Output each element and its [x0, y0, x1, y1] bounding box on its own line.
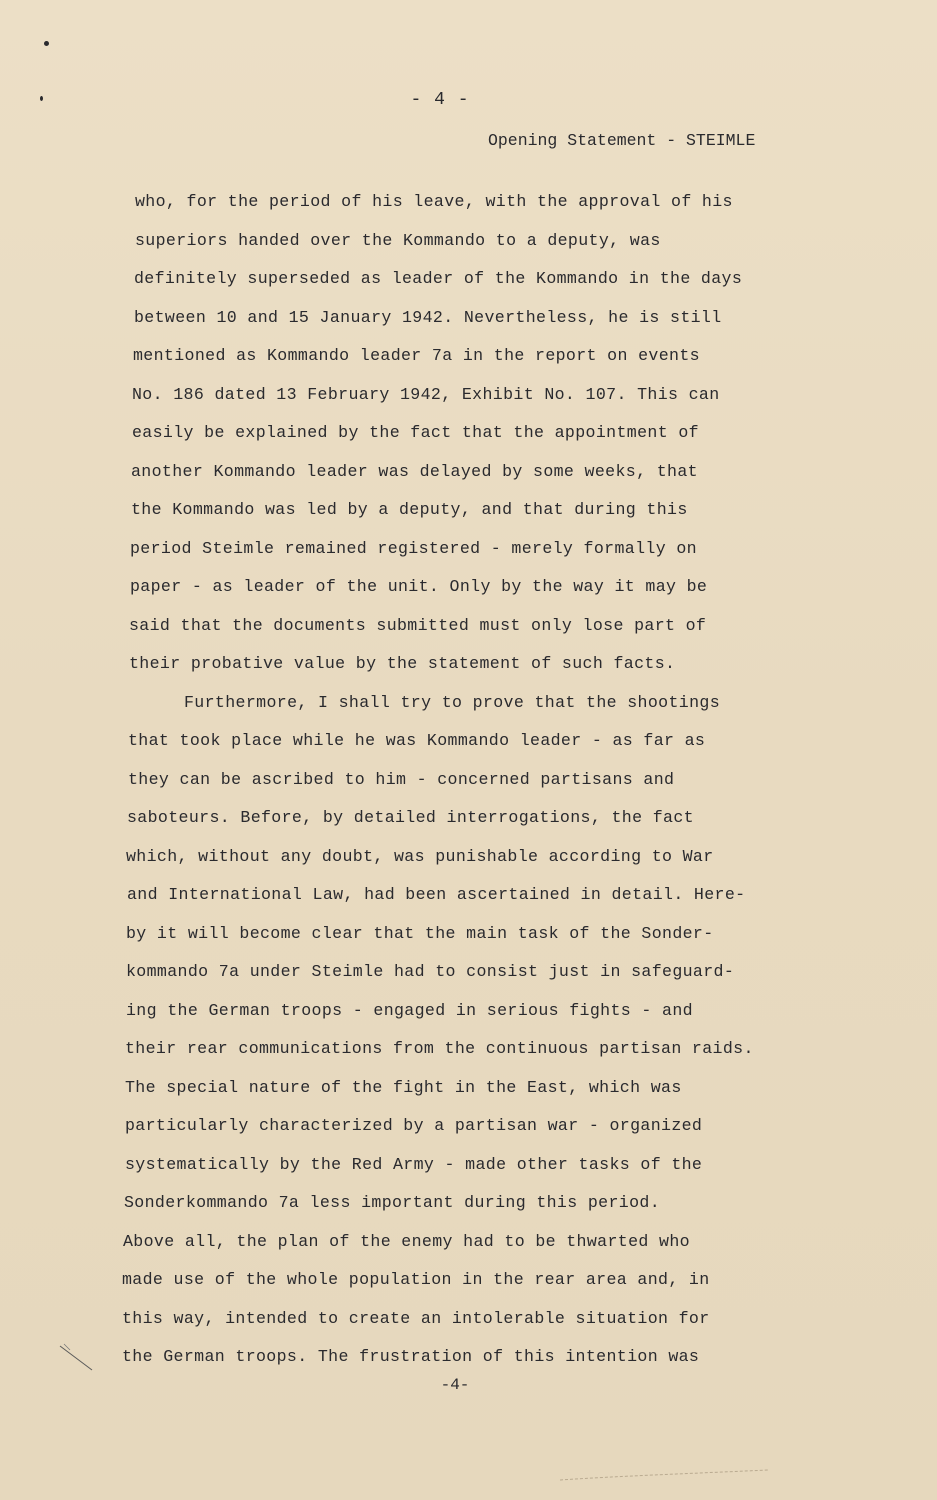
text-line: who, for the period of his leave, with the approval of his — [135, 192, 733, 211]
text-line: kommando 7a under Steimle had to consist just in safeguard- — [126, 962, 735, 981]
text-line: they can be ascribed to him - concerned partisans and — [128, 769, 675, 789]
text-line: period Steimle remained registered - merely formally on — [130, 538, 697, 558]
text-line: between 10 and 15 January 1942. Nevertheless, he is still — [134, 307, 722, 327]
text-line: The special nature of the fight in the East, which was — [125, 1077, 682, 1097]
text-line: their probative value by the statement of such facts. — [129, 654, 676, 673]
text-line: made use of the whole population in the rear area and, in — [122, 1270, 710, 1289]
text-line: Sonderkommando 7a less important during this period. — [124, 1193, 661, 1212]
text-line: easily be explained by the fact that the appointment of — [132, 423, 699, 442]
text-line: mentioned as Kommando leader 7a in the report on events — [133, 346, 700, 365]
text-line: definitely superseded as leader of the Kommando in the days — [134, 269, 743, 288]
text-line: saboteurs. Before, by detailed interrogations, the fact — [127, 808, 694, 827]
page-number-bottom: -4- — [440, 1376, 470, 1394]
text-line: ing the German troops - engaged in serious fights - and — [126, 1000, 693, 1020]
text-line: No. 186 dated 13 February 1942, Exhibit No. 107. This can — [132, 384, 720, 404]
text-line: this way, intended to create an intolerable situation for — [122, 1308, 710, 1328]
body-text — [122, 183, 842, 1377]
text-line: by it will become clear that the main task of the Sonder- — [126, 923, 714, 943]
text-line: the Kommando was led by a deputy, and that during this — [131, 500, 688, 519]
running-title: Opening Statement - STEIMLE — [488, 131, 756, 150]
text-line: paper - as leader of the unit. Only by the way it may be — [130, 577, 708, 596]
text-line: that took place while he was Kommando leader - as far as — [128, 731, 706, 750]
text-line: another Kommando leader was delayed by some weeks, that — [131, 461, 698, 481]
text-line: Above all, the plan of the enemy had to be thwarted who — [123, 1231, 690, 1251]
punch-mark-upper — [44, 41, 49, 46]
text-line: systematically by the Red Army - made other tasks of the — [125, 1154, 703, 1174]
page-number-top: - 4 - — [410, 90, 470, 110]
text-line: superiors handed over the Kommando to a deputy, was — [135, 230, 661, 250]
text-line: their rear communications from the continuous partisan raids. — [125, 1039, 754, 1058]
smudge-line — [560, 1468, 770, 1482]
margin-pencil-stroke — [58, 1342, 98, 1372]
text-line: said that the documents submitted must only lose part of — [129, 615, 707, 635]
text-line: the German troops. The frustration of this intention was — [122, 1347, 700, 1366]
punch-mark-lower — [40, 96, 43, 101]
text-line: particularly characterized by a partisan war - organized — [125, 1116, 703, 1135]
text-line: Furthermore, I shall try to prove that the shootings — [184, 692, 721, 712]
text-line: and International Law, had been ascertained in detail. Here- — [127, 885, 746, 904]
text-line: which, without any doubt, was punishable according to War — [126, 846, 714, 866]
